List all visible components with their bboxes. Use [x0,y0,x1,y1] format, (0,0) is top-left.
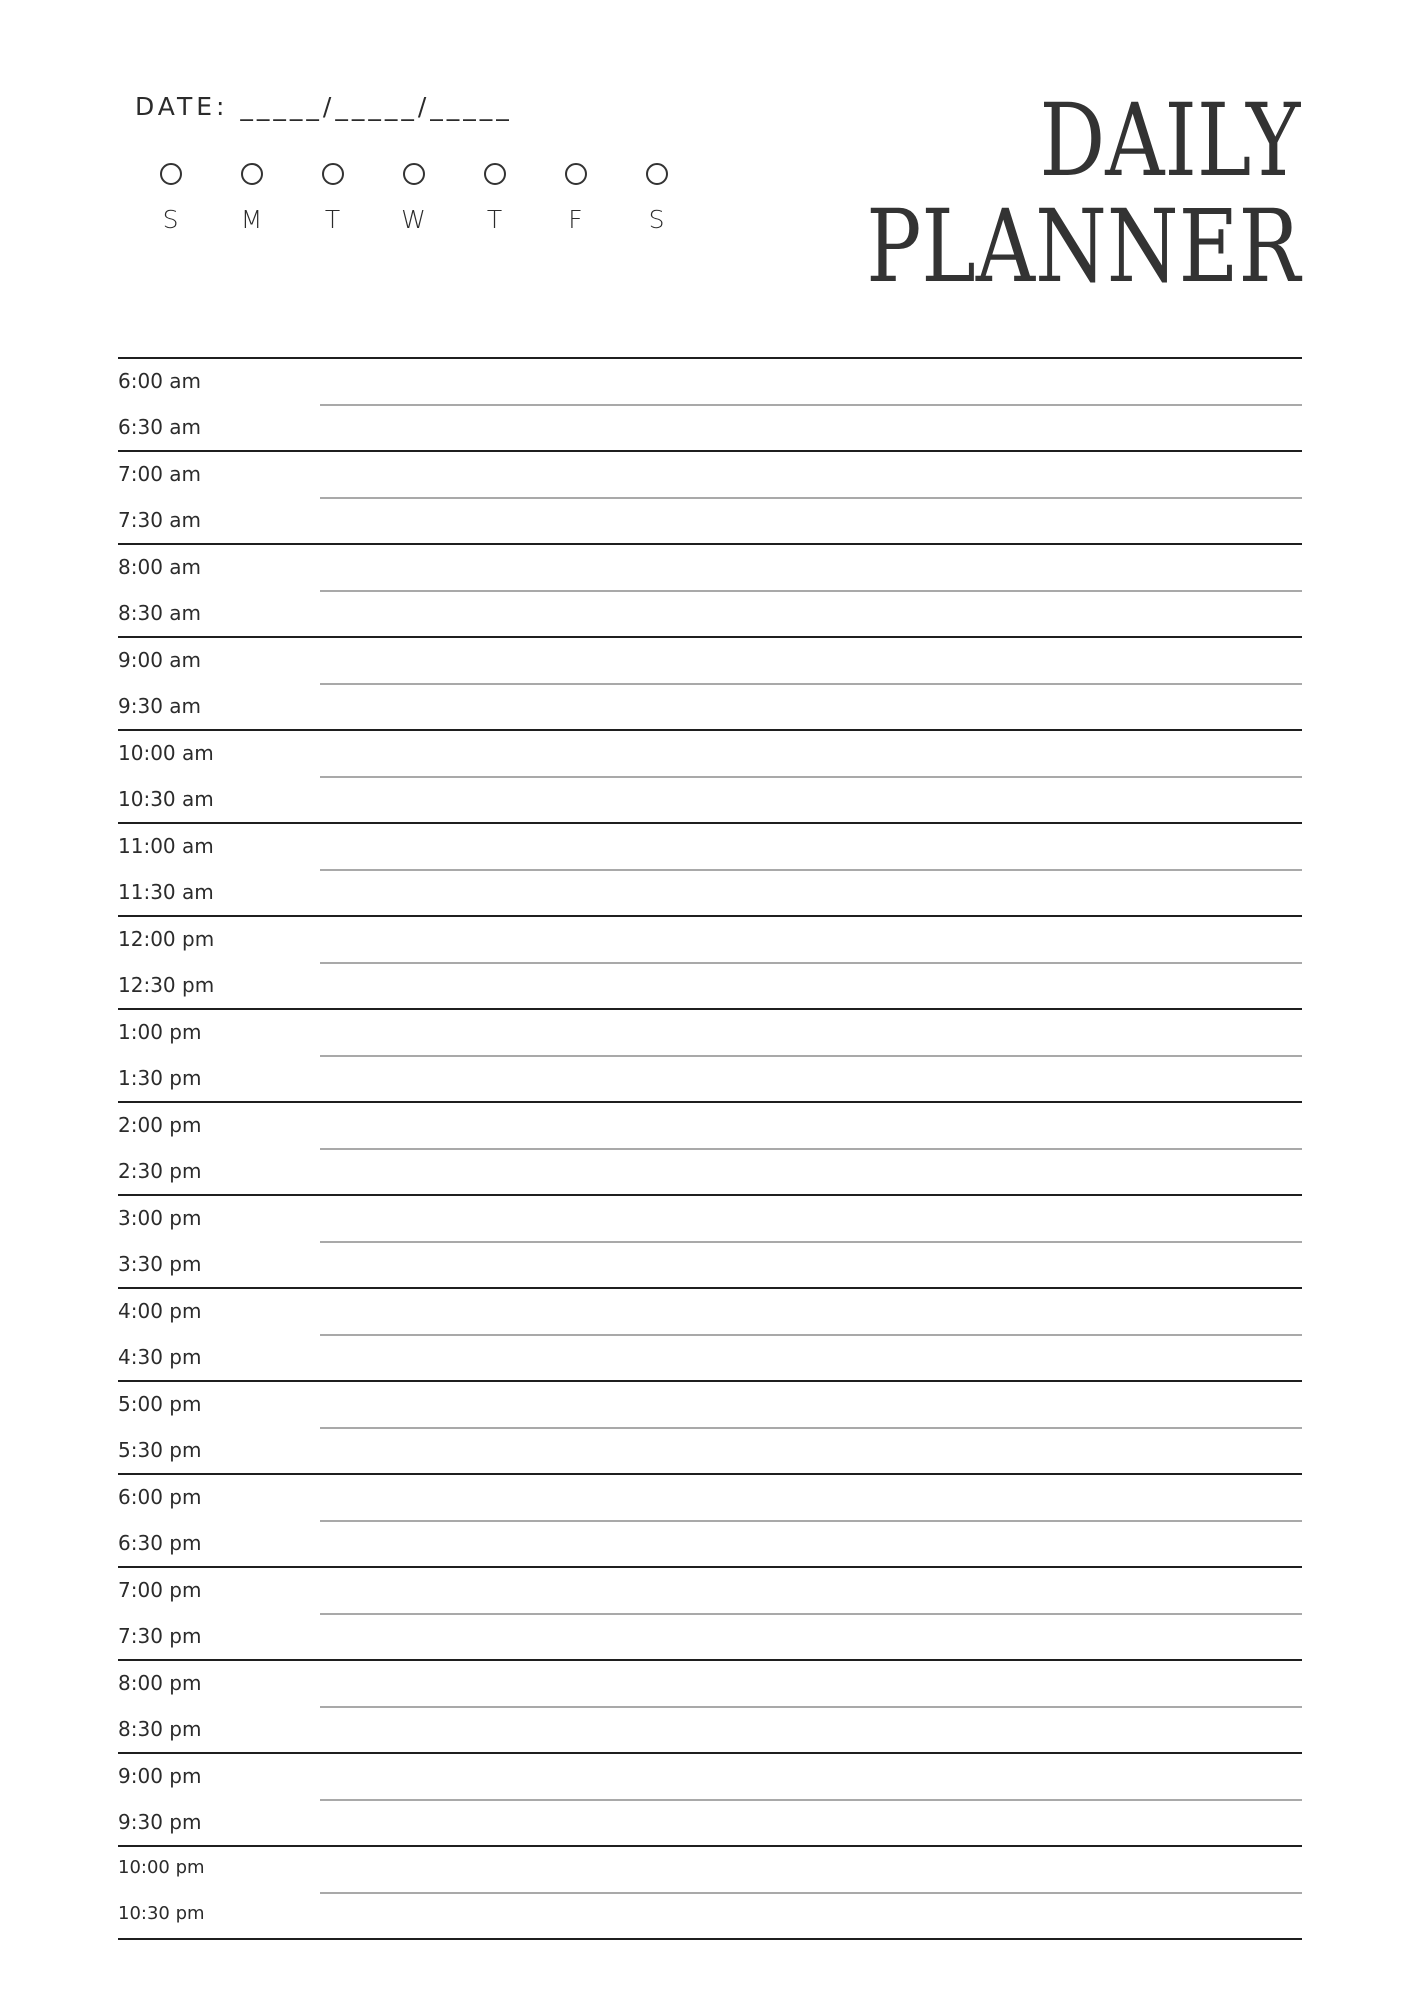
checkbox-circle-icon[interactable] [646,163,668,185]
time-label: 6:30 am [118,415,202,439]
day-letter: M [240,205,263,234]
half-hour-divider [320,1427,1302,1429]
half-hour-divider [320,869,1302,871]
hour-block [118,1289,1302,1382]
time-label: 1:00 pm [118,1020,202,1044]
time-label: 5:00 pm [118,1392,202,1416]
hour-block [118,731,1302,824]
time-label: 2:00 pm [118,1113,202,1137]
hour-block [118,1382,1302,1475]
time-label: 1:30 pm [118,1066,202,1090]
hour-block [118,1568,1302,1661]
date-field[interactable]: DATE: _____/_____/_____ [135,92,513,121]
half-hour-divider [320,1520,1302,1522]
hour-block [118,359,1302,452]
half-hour-divider [320,776,1302,778]
hour-block [118,1103,1302,1196]
half-hour-divider [320,590,1302,592]
time-label: 8:00 pm [118,1671,202,1695]
time-label: 12:00 pm [118,927,215,951]
half-hour-divider [320,1613,1302,1615]
hour-block [118,545,1302,638]
time-label: 8:30 am [118,601,202,625]
half-hour-divider [320,962,1302,964]
hour-block [118,1475,1302,1568]
time-label: 9:30 pm [118,1810,202,1834]
day-option-sunday[interactable] [130,163,211,234]
hour-block [118,1847,1302,1940]
title-line-planner: PLANNER [866,188,1300,305]
time-label: 4:00 pm [118,1299,202,1323]
time-label: 9:00 am [118,648,202,672]
time-label: 9:00 pm [118,1764,202,1788]
time-label: 6:00 am [118,369,202,393]
weekday-selector [130,163,697,234]
time-label: 2:30 pm [118,1159,202,1183]
time-label: 5:30 pm [118,1438,202,1462]
time-label: 10:30 pm [118,1903,205,1924]
half-hour-divider [320,1055,1302,1057]
time-label: 11:30 am [118,880,214,904]
time-label: 8:30 pm [118,1717,202,1741]
half-hour-divider [320,1241,1302,1243]
hour-block [118,1661,1302,1754]
day-option-tuesday[interactable] [292,163,373,234]
checkbox-circle-icon[interactable] [565,163,587,185]
half-hour-divider [320,1334,1302,1336]
day-letter: T [324,205,341,234]
day-letter: W [401,205,426,234]
hour-block [118,824,1302,917]
day-option-saturday[interactable] [616,163,697,234]
checkbox-circle-icon[interactable] [484,163,506,185]
time-label: 9:30 am [118,694,202,718]
time-label: 10:00 am [118,741,214,765]
day-letter: T [486,205,503,234]
time-label: 10:00 pm [118,1857,205,1878]
half-hour-divider [320,1799,1302,1801]
half-hour-divider [320,404,1302,406]
day-option-wednesday[interactable] [373,163,454,234]
checkbox-circle-icon[interactable] [322,163,344,185]
day-letter: F [568,205,583,234]
day-letter: S [648,205,665,234]
hour-block [118,1196,1302,1289]
time-label: 3:00 pm [118,1206,202,1230]
time-label: 8:00 am [118,555,202,579]
hour-block [118,638,1302,731]
page-title [771,82,1300,305]
day-option-friday[interactable] [535,163,616,234]
time-label: 4:30 pm [118,1345,202,1369]
time-label: 7:30 am [118,508,202,532]
time-label: 6:30 pm [118,1531,202,1555]
time-label: 11:00 am [118,834,214,858]
time-label: 3:30 pm [118,1252,202,1276]
checkbox-circle-icon[interactable] [160,163,182,185]
hourly-schedule [118,357,1302,1940]
day-letter: S [162,205,179,234]
time-label: 10:30 am [118,787,214,811]
day-option-thursday[interactable] [454,163,535,234]
checkbox-circle-icon[interactable] [403,163,425,185]
hour-block [118,1010,1302,1103]
checkbox-circle-icon[interactable] [241,163,263,185]
time-label: 7:00 am [118,462,202,486]
half-hour-divider [320,1706,1302,1708]
title-line-daily: DAILY [1039,82,1300,199]
hour-block [118,452,1302,545]
time-label: 7:00 pm [118,1578,202,1602]
time-label: 12:30 pm [118,973,215,997]
time-label: 7:30 pm [118,1624,202,1648]
hour-block [118,917,1302,1010]
time-label: 6:00 pm [118,1485,202,1509]
half-hour-divider [320,497,1302,499]
half-hour-divider [320,683,1302,685]
hour-block [118,1754,1302,1847]
day-option-monday[interactable] [211,163,292,234]
half-hour-divider [320,1892,1302,1894]
half-hour-divider [320,1148,1302,1150]
